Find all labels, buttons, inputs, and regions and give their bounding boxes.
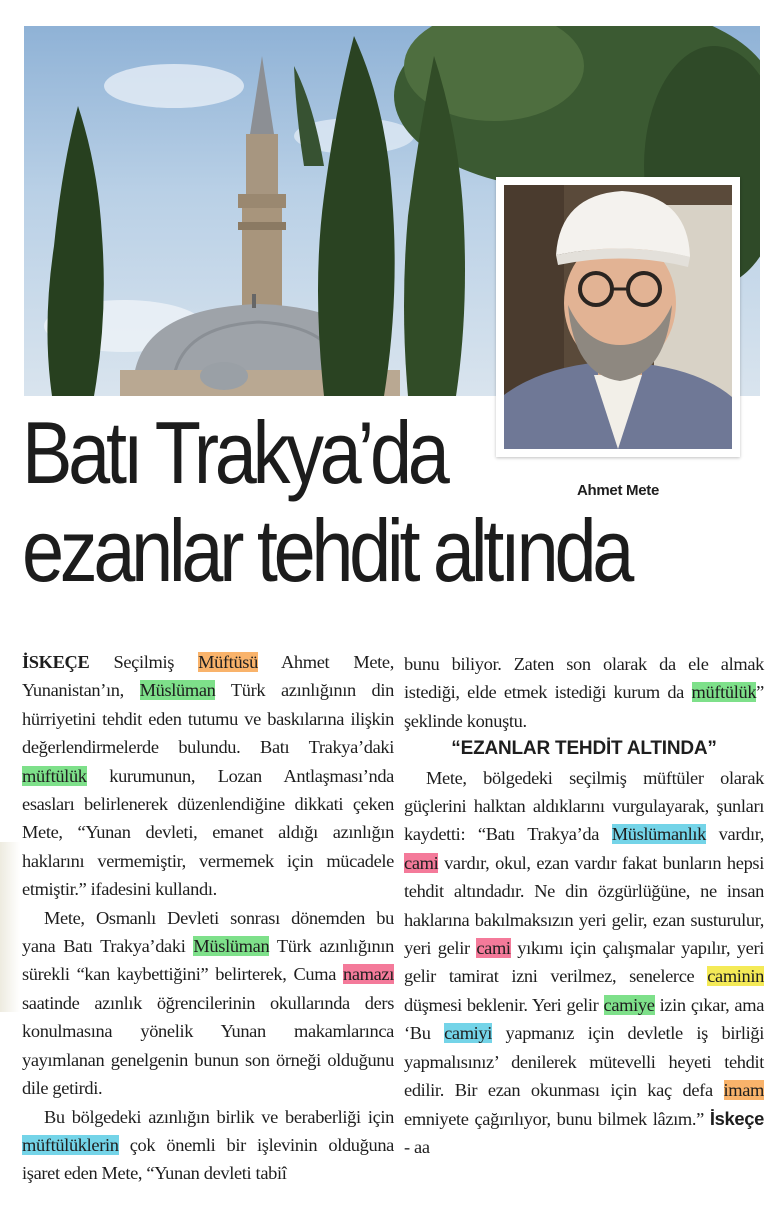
paragraph-2 bbox=[22, 904, 394, 1103]
text-span: saatinde azınlık öğrencilerinin okullarında ders konulmasına yönelik Yunan makamlarınca yayımlanan genelgenin bunun son örneği olduğunu dile getirdi. bbox=[22, 992, 394, 1099]
text-span: Seçilmiş bbox=[89, 652, 199, 672]
paragraph-3 bbox=[22, 1103, 394, 1188]
page-fold-shadow bbox=[0, 842, 20, 1012]
text-span: ” şeklinde konuştu. bbox=[404, 682, 764, 731]
text-span: kurumunun, Lozan Antlaşması’nda esasları belirlenerek düzenlendiğine dikkati çeken Mete, “Yunan devleti, emanet aldığı azınlığın haklarını vermemiştir, vermemek için mücadele etmiştir.” ifadesini kullandı. bbox=[22, 765, 394, 900]
text-span: emniyete çağırılıyor, bunu bilmek lâzım.” bbox=[404, 1108, 704, 1129]
highlight-cyan: müftülüklerin bbox=[22, 1134, 119, 1155]
highlight-green: Müslüman bbox=[139, 680, 216, 701]
agency-credit: - aa bbox=[404, 1136, 430, 1157]
text-span: yapmanız için devletle iş birliği yapmalısınız’ denilerek mütevelli heyeti tehdit edilir. Bir ezan okunması için kaç defa bbox=[404, 1023, 764, 1101]
text-span: Bu bölgedeki azınlığın birlik ve beraberliği için bbox=[44, 1106, 394, 1127]
text-span: bunu biliyor. Zaten son olarak da ele almak istediği, elde etmek istediği kurum da bbox=[404, 654, 764, 703]
headline-line-1: Batı Trakya’da bbox=[22, 403, 446, 502]
text-span: düşmesi beklenir. Yeri gelir bbox=[404, 994, 604, 1015]
text-span: yıkımı için çalışmalar yapılır, yeri gelir tamirat izni verilmez, senelerce bbox=[404, 938, 764, 987]
paragraph-5 bbox=[404, 764, 764, 1162]
text-span: Türk azınlığının sürekli “kan kaybettiğini” belirterek, Cuma bbox=[22, 936, 394, 985]
text-span: izin çıkar, ama ‘Bu bbox=[404, 994, 765, 1044]
highlight-yellow: caminin bbox=[707, 966, 764, 987]
headline bbox=[22, 404, 658, 600]
headline-line-2: ezanlar tehdit altında bbox=[22, 501, 631, 600]
text-span: Ahmet Mete, Yunanistan’ın, bbox=[22, 652, 394, 701]
text-span: vardır, bbox=[705, 824, 764, 845]
highlight-pink: cami bbox=[476, 938, 511, 959]
highlight-green: müftülük bbox=[22, 765, 87, 786]
highlight-orange: imam bbox=[723, 1080, 764, 1101]
highlight-cyan: camiyi bbox=[444, 1023, 493, 1044]
highlight-pink: cami bbox=[404, 852, 439, 873]
highlight-green: Müslüman bbox=[193, 936, 270, 957]
article-column-right bbox=[404, 650, 764, 1161]
paragraph-4 bbox=[404, 650, 764, 735]
signature-location: İskeçe bbox=[709, 1107, 765, 1129]
text-span: çok önemli bir işlevinin olduğuna işaret eden Mete, “Yunan devleti tabiî bbox=[22, 1134, 394, 1184]
subheading: “EZANLAR TEHDİT ALTINDA” bbox=[451, 738, 717, 760]
article-column-left bbox=[22, 648, 394, 1188]
highlight-green: camiye bbox=[603, 994, 655, 1015]
text-span: vardır, okul, ezan vardır fakat bunların hepsi tehdit altındadır. Ne din özgürlüğüne, ne insan haklarına bakılmaksızın yeri gelir, ezan susturulur, yeri gelir bbox=[404, 852, 764, 959]
dateline: İSKEÇE bbox=[22, 652, 90, 672]
highlight-cyan: Müslümanlık bbox=[611, 824, 706, 845]
photo-caption: Ahmet Mete bbox=[576, 482, 659, 499]
highlight-orange: Müftüsü bbox=[198, 652, 258, 672]
highlight-green: müftülük bbox=[691, 682, 757, 703]
text-span: Türk azınlığının din hürriyetini tehdit eden tutumu ve baskılarına ilişkin değerlendirmelerde bulundu. Batı Trakya’daki bbox=[22, 680, 394, 758]
highlight-pink: namazı bbox=[343, 964, 394, 985]
paragraph-1 bbox=[22, 648, 394, 904]
text-span: Mete, Osmanlı Devleti sonrası dönemden bu yana Batı Trakya’daki bbox=[22, 907, 394, 957]
text-span: Mete, bölgedeki seçilmiş müftüler olarak güçlerini halktan aldıklarını vurgulayarak, şunları kaydetti: “Batı Trakya’da bbox=[404, 767, 764, 845]
